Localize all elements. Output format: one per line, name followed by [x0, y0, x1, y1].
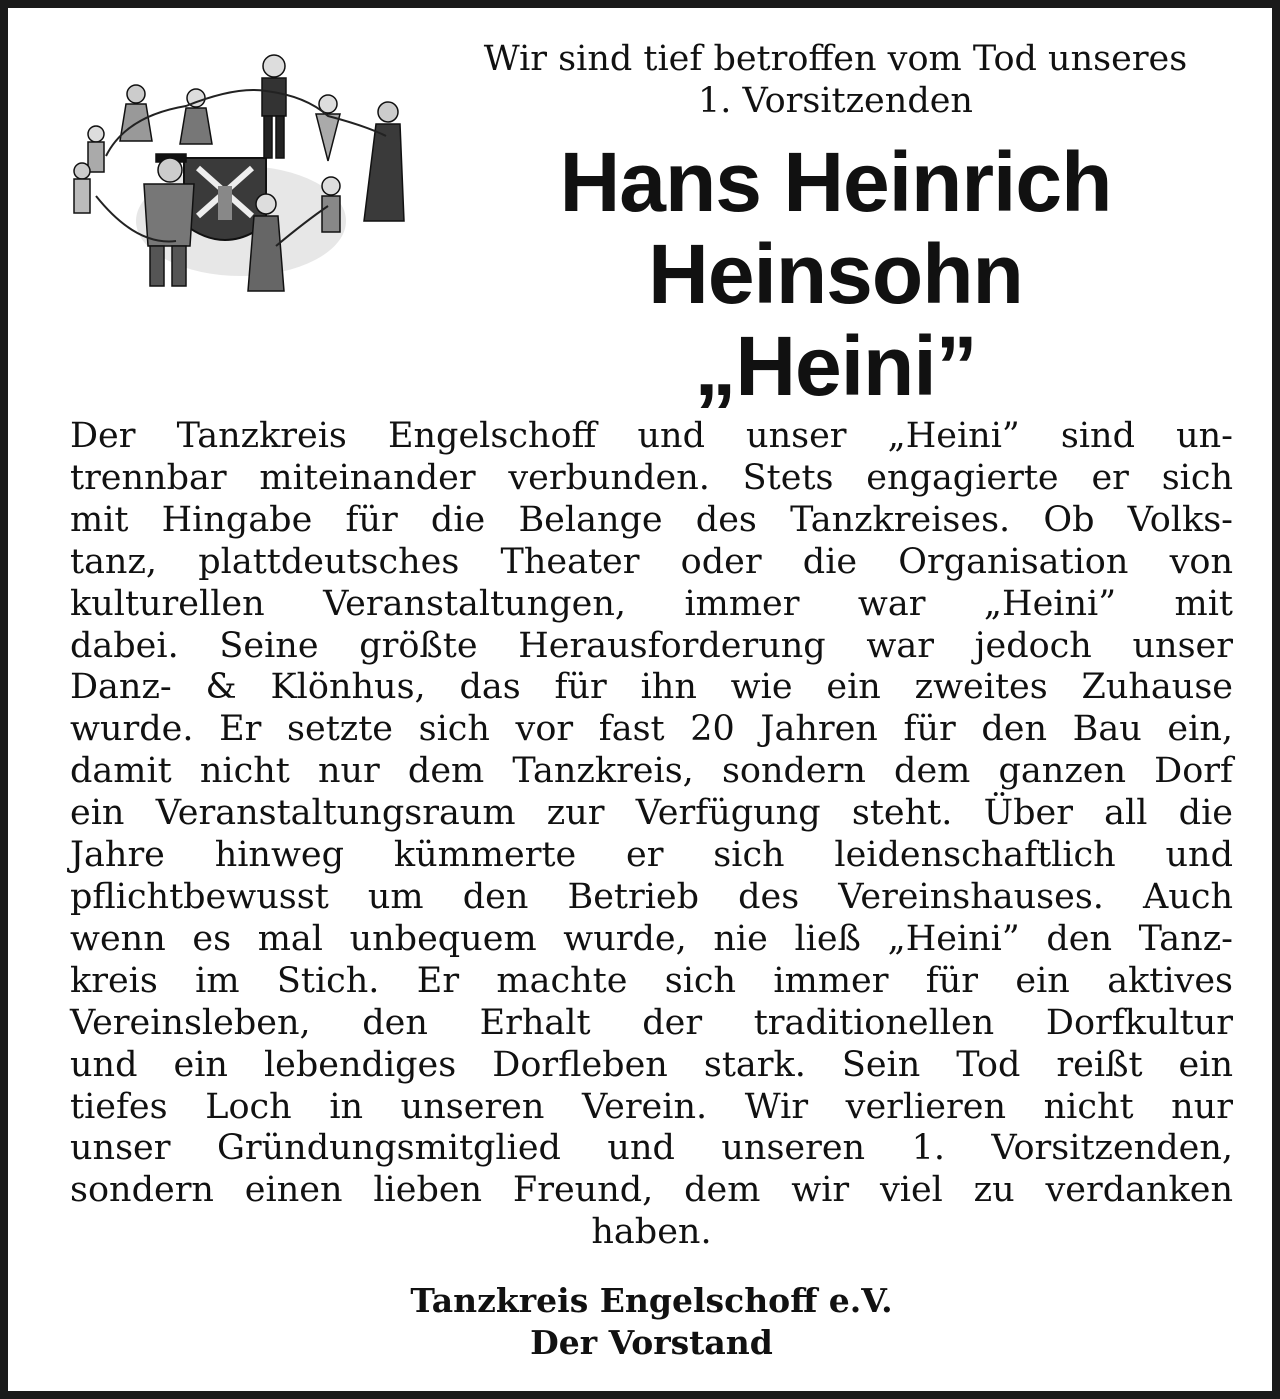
signature-board: Der Vorstand: [530, 1323, 773, 1362]
tribute-line: haben.: [591, 1212, 712, 1253]
tribute-line: unser Gründungsmitglied und unseren 1. Vorsitzenden,: [70, 1128, 1233, 1169]
tribute-line: und ein lebendiges Dorfleben stark. Sein Tod reißt ein: [70, 1044, 1233, 1085]
name-nickname: „Heini”: [694, 319, 977, 413]
tribute-line: kreis im Stich. Er machte sich immer für ein aktives: [70, 960, 1233, 1001]
tribute-line: Jahre hinweg kümmerte er sich leidenschaftlich und: [70, 835, 1233, 876]
tribute-text: [70, 416, 1233, 1254]
tribute-line: mit Hingabe für die Belange des Tanzkreises. Ob Volks-: [70, 499, 1233, 540]
tribute-line: ein Veranstaltungsraum zur Verfügung steht. Über all die: [70, 793, 1233, 834]
tribute-line: dabei. Seine größte Herausforderung war jedoch unser: [70, 625, 1233, 666]
signature-block: [70, 1280, 1233, 1364]
tribute-line: tiefes Loch in unseren Verein. Wir verlieren nicht nur: [70, 1086, 1233, 1127]
deceased-name: [428, 136, 1243, 412]
dancing-circle-logo-icon: [66, 46, 411, 301]
tribute-line: Danz- & Klönhus, das für ihn wie ein zweites Zuhause: [70, 667, 1233, 708]
tribute-line: trennbar miteinander verbunden. Stets engagierte er sich: [70, 457, 1233, 498]
name-line-2: Heinsohn: [648, 227, 1023, 321]
tribute-line: wenn es mal unbequem wurde, nie ließ „Heini” den Tanz-: [70, 918, 1233, 959]
signature-organization: Tanzkreis Engelschoff e.V.: [410, 1281, 893, 1320]
tribute-line: Vereinsleben, den Erhalt der traditionellen Dorfkultur: [70, 1002, 1233, 1043]
tribute-line: tanz, plattdeutsches Theater oder die Organisation von: [70, 541, 1233, 582]
tribute-line: pflichtbewusst um den Betrieb des Vereinshauses. Auch: [70, 876, 1233, 917]
tribute-line: damit nicht nur dem Tanzkreis, sondern dem ganzen Dorf: [70, 751, 1233, 792]
tribute-line: Der Tanzkreis Engelschoff und unser „Heini” sind un-: [70, 416, 1233, 456]
intro-line-1: Wir sind tief betroffen vom Tod unseres: [483, 39, 1188, 79]
intro-line-2: 1. Vorsitzenden: [698, 81, 973, 121]
intro-text: [428, 38, 1243, 122]
tribute-line: wurde. Er setzte sich vor fast 20 Jahren für den Bau ein,: [70, 709, 1233, 750]
tribute-line: kulturellen Veranstaltungen, immer war „Heini” mit: [70, 583, 1233, 624]
tribute-line: sondern einen lieben Freund, dem wir viel zu verdanken: [70, 1170, 1233, 1211]
name-line-1: Hans Heinrich: [559, 135, 1112, 229]
